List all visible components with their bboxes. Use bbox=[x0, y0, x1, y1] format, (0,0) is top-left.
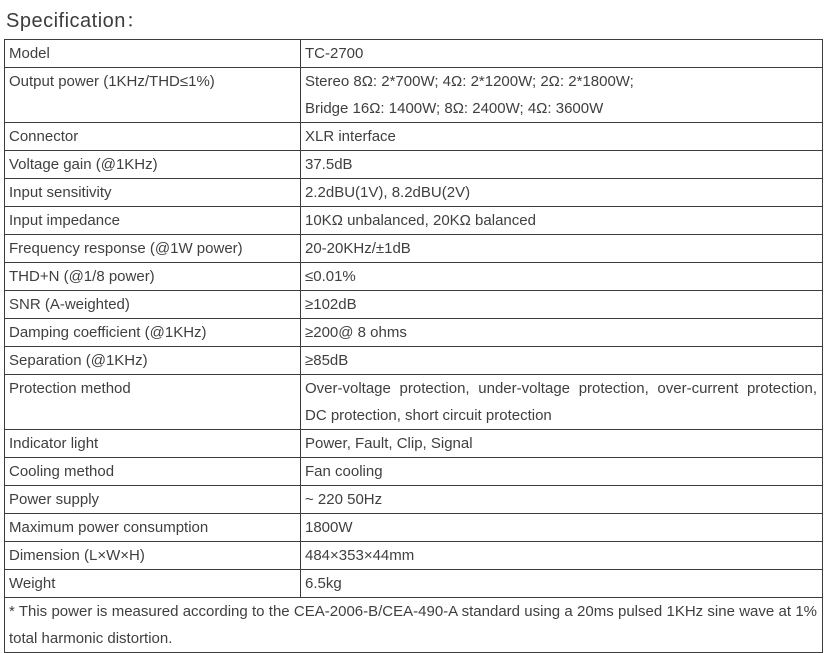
spec-value bbox=[301, 458, 823, 486]
table-row bbox=[5, 151, 823, 179]
footnote-row bbox=[5, 598, 823, 653]
spec-value bbox=[301, 291, 823, 319]
spec-label: Output power (1KHz/THD≤1%) bbox=[5, 68, 301, 123]
spec-value-line: 10KΩ unbalanced, 20KΩ balanced bbox=[305, 212, 536, 229]
spec-value bbox=[301, 514, 823, 542]
table-row bbox=[5, 486, 823, 514]
spec-value bbox=[301, 570, 823, 598]
spec-value bbox=[301, 375, 823, 430]
spec-value bbox=[301, 235, 823, 263]
spec-label: Frequency response (@1W power) bbox=[5, 235, 301, 263]
spec-value bbox=[301, 542, 823, 570]
spec-value bbox=[301, 40, 823, 68]
spec-value bbox=[301, 179, 823, 207]
spec-value-line: Bridge 16Ω: 1400W; 8Ω: 2400W; 4Ω: 3600W bbox=[305, 100, 604, 117]
table-row bbox=[5, 375, 823, 430]
table-row bbox=[5, 68, 823, 123]
spec-value-line: ≤0.01% bbox=[305, 268, 356, 285]
spec-label: Protection method bbox=[5, 375, 301, 430]
spec-label: Input sensitivity bbox=[5, 179, 301, 207]
spec-label: Maximum power consumption bbox=[5, 514, 301, 542]
spec-label: Weight bbox=[5, 570, 301, 598]
spec-label: Indicator light bbox=[5, 430, 301, 458]
spec-label: Model bbox=[5, 40, 301, 68]
spec-value-line: 484×353×44mm bbox=[305, 547, 415, 564]
spec-value bbox=[301, 319, 823, 347]
spec-value-line: ~ 220 50Hz bbox=[305, 491, 383, 508]
table-row bbox=[5, 123, 823, 151]
spec-value-line: 6.5kg bbox=[305, 575, 342, 592]
spec-table-footer bbox=[5, 598, 823, 653]
table-row bbox=[5, 40, 823, 68]
spec-label: THD+N (@1/8 power) bbox=[5, 263, 301, 291]
spec-label: Separation (@1KHz) bbox=[5, 347, 301, 375]
spec-value-line: 20-20KHz/±1dB bbox=[305, 240, 411, 257]
specification-table bbox=[4, 39, 823, 653]
table-row bbox=[5, 458, 823, 486]
spec-label: Damping coefficient (@1KHz) bbox=[5, 319, 301, 347]
spec-value-line: ≥102dB bbox=[305, 296, 357, 313]
spec-value-line: ≥200@ 8 ohms bbox=[305, 324, 407, 341]
spec-label: Input impedance bbox=[5, 207, 301, 235]
spec-label: Connector bbox=[5, 123, 301, 151]
table-row bbox=[5, 263, 823, 291]
table-row bbox=[5, 542, 823, 570]
spec-value-line: Stereo 8Ω: 2*700W; 4Ω: 2*1200W; 2Ω: 2*1800W; bbox=[305, 73, 634, 90]
spec-label: Voltage gain (@1KHz) bbox=[5, 151, 301, 179]
spec-value-line: 1800W bbox=[305, 519, 353, 536]
spec-value bbox=[301, 430, 823, 458]
page-title: Specification： bbox=[6, 10, 147, 32]
table-row bbox=[5, 430, 823, 458]
spec-value bbox=[301, 347, 823, 375]
spec-value-line: Over-voltage protection, under-voltage protection, over-current protection, DC protection, short circuit protection bbox=[305, 380, 817, 424]
spec-value-line: TC-2700 bbox=[305, 45, 364, 62]
table-row bbox=[5, 319, 823, 347]
spec-value bbox=[301, 207, 823, 235]
table-row bbox=[5, 235, 823, 263]
spec-value-line: ≥85dB bbox=[305, 352, 349, 369]
table-row bbox=[5, 207, 823, 235]
spec-label: Power supply bbox=[5, 486, 301, 514]
spec-value bbox=[301, 68, 823, 123]
spec-value-line: Power, Fault, Clip, Signal bbox=[305, 435, 473, 452]
table-row bbox=[5, 514, 823, 542]
table-row bbox=[5, 291, 823, 319]
table-row bbox=[5, 570, 823, 598]
footnote-text: * This power is measured according to the CEA-2006-B/CEA-490-A standard using a 20ms pulsed 1KHz sine wave at 1% total harmonic distortion. bbox=[5, 598, 823, 653]
spec-table-body bbox=[5, 40, 823, 598]
spec-label: SNR (A-weighted) bbox=[5, 291, 301, 319]
spec-value bbox=[301, 151, 823, 179]
spec-value bbox=[301, 123, 823, 151]
spec-value bbox=[301, 263, 823, 291]
table-row bbox=[5, 179, 823, 207]
spec-value-line: Fan cooling bbox=[305, 463, 383, 480]
spec-value-line: 37.5dB bbox=[305, 156, 353, 173]
spec-value-line: 2.2dBU(1V), 8.2dBU(2V) bbox=[305, 184, 471, 201]
spec-label: Dimension (L×W×H) bbox=[5, 542, 301, 570]
spec-label: Cooling method bbox=[5, 458, 301, 486]
table-row bbox=[5, 347, 823, 375]
spec-value-line: XLR interface bbox=[305, 128, 396, 145]
spec-value bbox=[301, 486, 823, 514]
